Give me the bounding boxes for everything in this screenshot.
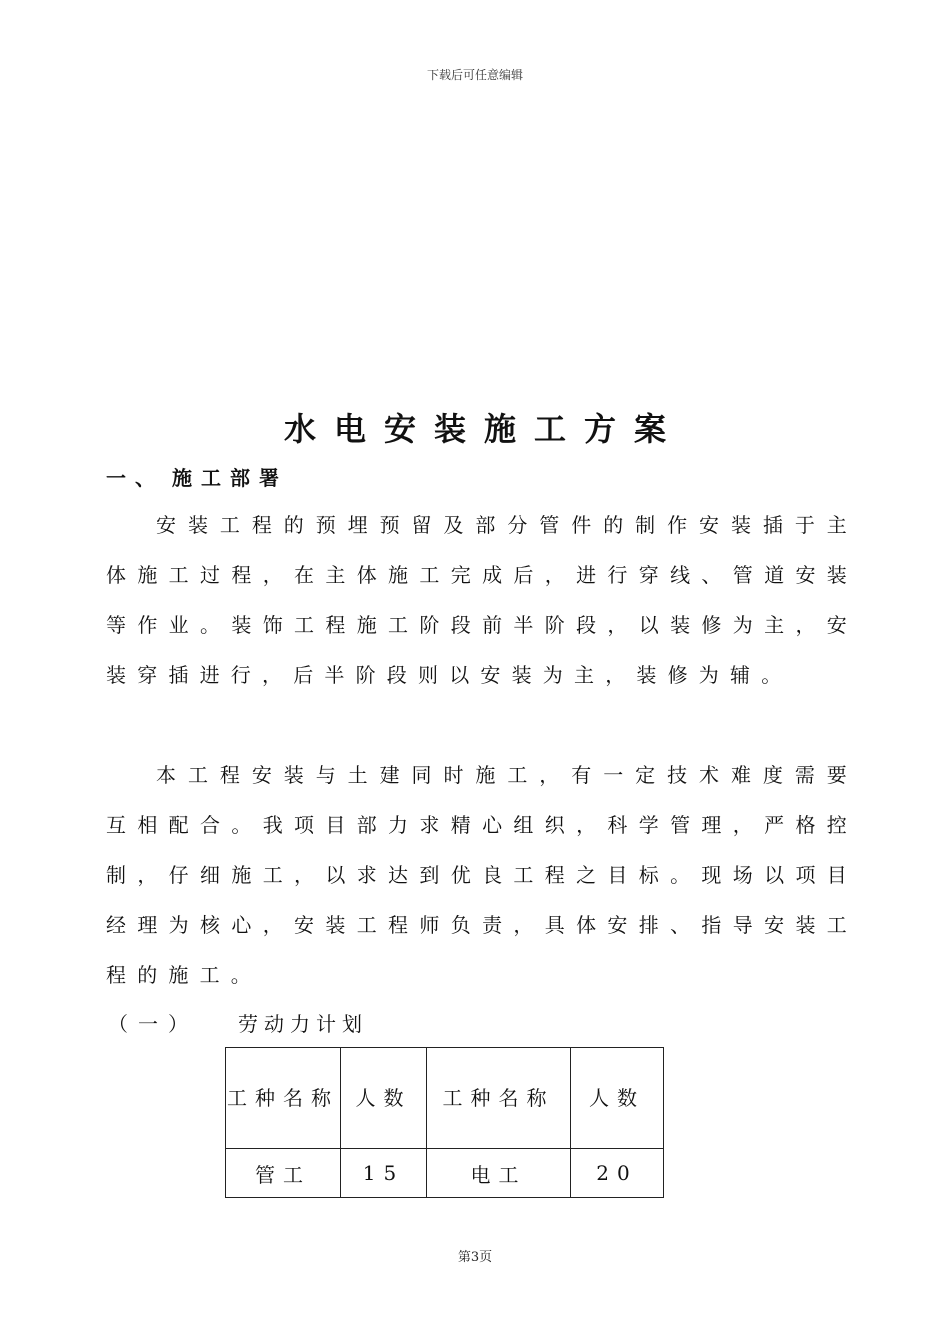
table-header-row <box>226 1048 664 1149</box>
paragraph: 安装工程的预埋预留及部分管件的制作安装插于主体施工过程，在主体施工完成后，进行穿线、管道安装等作业。装饰工程施工阶段前半阶段，以装修为主，安装穿插进行，后半阶段则以安装为主，装修为辅。 <box>106 513 858 687</box>
table-cell: 15 <box>341 1149 427 1198</box>
table-header-cell: 人数 <box>571 1048 664 1149</box>
section-heading <box>106 462 288 491</box>
document-title: 水电安装施工方案 <box>283 410 684 448</box>
table-header-cell: 工种名称 <box>226 1048 341 1149</box>
table-row <box>226 1149 664 1198</box>
table-cell: 20 <box>571 1149 664 1198</box>
subsection-number: （一） <box>108 1012 198 1036</box>
table-header-cell: 人数 <box>341 1048 427 1149</box>
subsection-title: 劳动力计划 <box>238 1012 368 1036</box>
table-cell: 管工 <box>226 1149 341 1198</box>
table-cell: 电工 <box>427 1149 571 1198</box>
section-number: 一、 <box>106 466 164 490</box>
section-title: 施工部署 <box>172 466 288 490</box>
paragraph: 本工程安装与土建同时施工，有一定技术难度需要互相配合。我项目部力求精心组织，科学管理，严格控制，仔细施工，以求达到优良工程之目标。现场以项目经理为核心，安装工程师负责，具体安排、指导安装工程的施工。 <box>106 763 858 987</box>
table-header-cell: 工种名称 <box>427 1048 571 1149</box>
page-header-note: 下载后可任意编辑 <box>426 68 523 82</box>
labor-plan-table <box>225 1047 664 1198</box>
subsection-heading <box>108 1008 368 1037</box>
page-number: 第3页 <box>457 1250 493 1265</box>
